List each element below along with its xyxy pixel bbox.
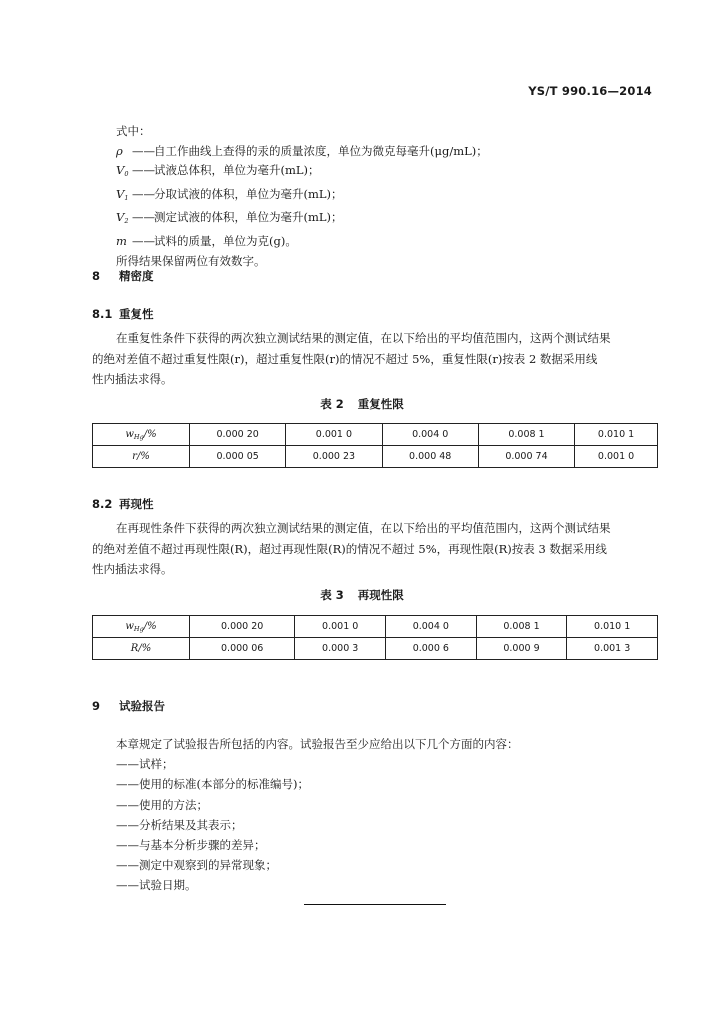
variable-description: 试料的质量，单位为克(g)。 <box>154 233 297 248</box>
table-cell: 0.001 0 <box>295 616 386 638</box>
variable-symbol: $V_1$ <box>116 186 129 202</box>
variable-description: 测定试液的体积，单位为毫升(mL)； <box>154 210 343 225</box>
table-row <box>93 446 658 468</box>
table-cell: 0.000 9 <box>476 638 567 660</box>
table3-caption: 表 3 再现性限 <box>320 588 404 602</box>
table-cell: 0.000 74 <box>478 446 574 468</box>
section-heading-9: 9 试验报告 <box>92 699 165 713</box>
result-note: 所得结果保留两位有效数字。 <box>116 253 266 268</box>
table-row-header: r/% <box>93 446 190 468</box>
variable-dash: —— <box>132 233 155 248</box>
section-heading-8-1: 8.1 重复性 <box>92 307 154 321</box>
list-item: ——使用的标准(本部分的标准编号)； <box>116 777 309 792</box>
variable-dash: —— <box>132 143 155 158</box>
table2-caption: 表 2 重复性限 <box>320 397 404 411</box>
table-cell: 0.000 23 <box>286 446 382 468</box>
variable-dash: —— <box>132 163 155 178</box>
variable-row <box>116 232 488 252</box>
list-item: ——与基本分析步骤的差异； <box>116 838 266 853</box>
table-cell: 0.001 0 <box>286 424 382 446</box>
table-cell: 0.000 20 <box>190 424 286 446</box>
table-row <box>93 638 658 660</box>
table-cell: 0.004 0 <box>386 616 477 638</box>
table-cell: 0.010 1 <box>567 616 658 638</box>
variable-symbol: ρ <box>116 143 123 158</box>
repeatability-paragraph: 在重复性条件下获得的两次独立测试结果的测定值，在以下给出的平均值范围内，这两个测试结果 的绝对差值不超过重复性限(r)，超过重复性限(r)的情况不超过 5%，重复性限(r)按表 2 数据采用线 性内插法求得。 <box>92 331 611 386</box>
formula-intro: 式中： <box>116 124 151 138</box>
variable-description: 试液总体积，单位为毫升(mL)； <box>154 163 320 178</box>
variable-row <box>116 208 488 232</box>
table-row-header: $w_{Hg}/\%$ <box>93 424 190 446</box>
table-cell: 0.008 1 <box>478 424 574 446</box>
table-repeatability-limits <box>92 423 658 468</box>
table-cell: 0.001 0 <box>575 446 658 468</box>
section-heading-8: 8 精密度 <box>92 269 154 283</box>
list-item: ——测定中观察到的异常现象； <box>116 858 277 873</box>
list-item: ——试验日期。 <box>116 878 197 893</box>
table-row-header: R/% <box>93 638 190 660</box>
variable-description: 分取试液的体积，单位为毫升(mL)； <box>154 186 343 201</box>
variable-row <box>116 142 488 162</box>
table-cell: 0.000 6 <box>386 638 477 660</box>
variable-row <box>116 161 488 185</box>
variable-dash: —— <box>132 210 155 225</box>
standard-code: YS/T 990.16—2014 <box>528 84 652 98</box>
reproducibility-paragraph: 在再现性条件下获得的两次独立测试结果的测定值，在以下给出的平均值范围内，这两个测试结果 的绝对差值不超过再现性限(R)，超过再现性限(R)的情况不超过 5%，再现性限(R)按表 3 数据采用线 性内插法求得。 <box>92 521 611 576</box>
table-cell: 0.000 20 <box>190 616 295 638</box>
formula-variables <box>116 122 488 271</box>
section-heading-8-2: 8.2 再现性 <box>92 497 154 511</box>
variable-symbol: $V_0$ <box>116 163 129 179</box>
list-item: ——试样； <box>116 757 174 772</box>
variable-symbol: m <box>116 233 127 248</box>
list-item: ——分析结果及其表示； <box>116 817 243 832</box>
variable-row <box>116 185 488 209</box>
table-cell: 0.000 06 <box>190 638 295 660</box>
table-cell: 0.008 1 <box>476 616 567 638</box>
table-row <box>93 616 658 638</box>
test-report-content <box>116 734 519 896</box>
table-row <box>93 424 658 446</box>
variable-dash: —— <box>132 186 155 201</box>
table-cell: 0.000 48 <box>382 446 478 468</box>
end-rule <box>304 904 446 905</box>
table-reproducibility-limits <box>92 615 658 660</box>
variable-symbol: $V_2$ <box>116 210 129 226</box>
table-cell: 0.010 1 <box>575 424 658 446</box>
table-row-header: $w_{Hg}/\%$ <box>93 616 190 638</box>
table-cell: 0.004 0 <box>382 424 478 446</box>
table-cell: 0.001 3 <box>567 638 658 660</box>
test-report-intro: 本章规定了试验报告所包括的内容。试验报告至少应给出以下几个方面的内容： <box>116 737 519 751</box>
table-cell: 0.000 05 <box>190 446 286 468</box>
variable-description: 自工作曲线上查得的汞的质量浓度，单位为微克每毫升(μg/mL)； <box>154 143 488 158</box>
list-item: ——使用的方法； <box>116 797 208 812</box>
table-cell: 0.000 3 <box>295 638 386 660</box>
